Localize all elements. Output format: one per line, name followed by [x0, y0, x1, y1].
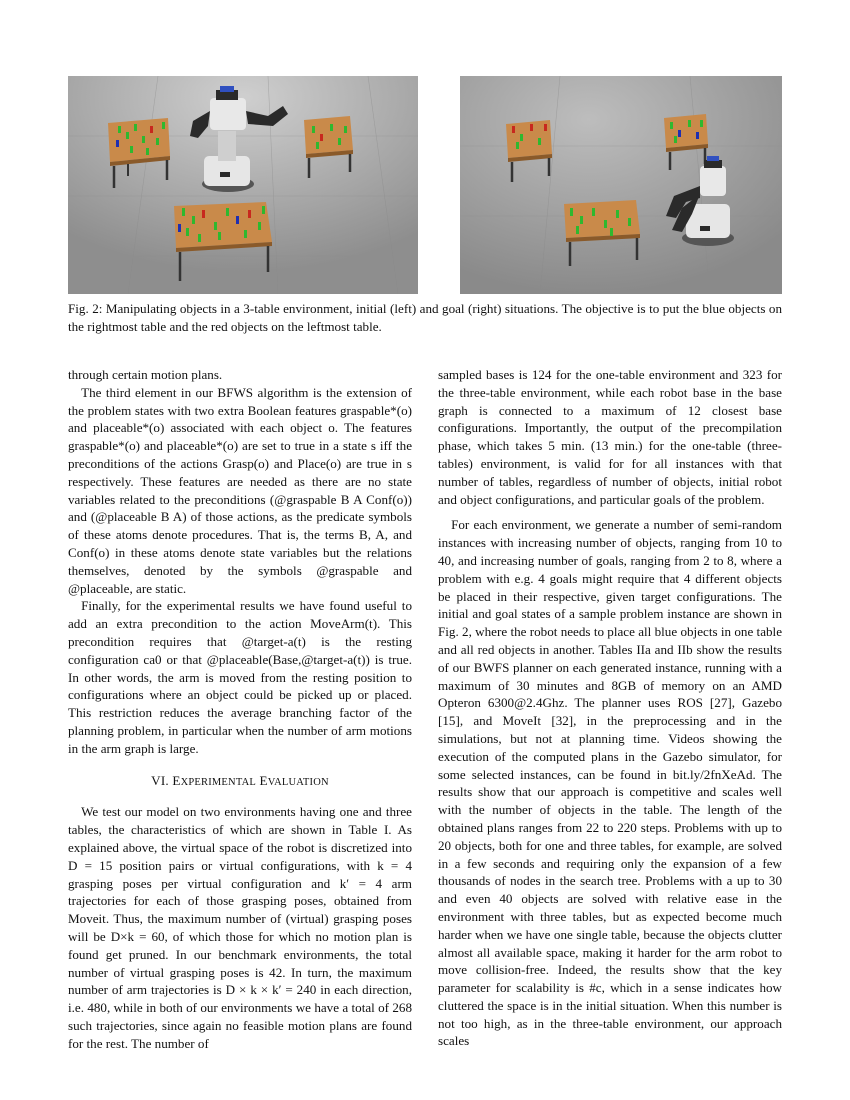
- figure-2: [68, 76, 782, 294]
- paragraph: The third element in our BFWS algorithm is the extension of the problem states with two extra Boolean features graspable*(o) and placeable*(o) associated with each object o. The features graspable*(o) and placeable*(o) are set to true in a state s iff the preconditions of the actions Grasp(o) and Place(o) are true in s respectively. These features are needed as there are no state variables related to the preconditions (@graspable B A Conf(o)) and (@placeable B A) of those actions, as the predicate symbols of these atoms denote procedures. That is, the terms B, A, and Conf(o) in these atoms denote state variables but the relations themselves, denoted by the symbols @graspable and @placeable, are static.: [68, 384, 412, 596]
- left-column: [68, 366, 412, 1052]
- paragraph: We test our model on two environments having one and three tables, the characteristics of which are shown in Table I. As explained above, the virtual space of the robot is discretized into D = 15 position pairs or virtual configurations, with k = 4 grasping poses per virtual configuration and k′ = 4 arm trajectories for each of those grasping poses, obtained from Moveit. Thus, the maximum number of (virtual) grasping poses will be D×k = 60, of which those for which no motion plan is found get pruned. In our benchmark environments, the total number of virtual grasping poses is 42. In turn, the maximum number of arm trajectories is D × k × k′ = 240 in each direction, i.e. 480, while in both of our environments we have a total of 268 such trajectories, since again no feasible motion plans are found for the rest. The number of: [68, 804, 412, 1051]
- figure-caption: Fig. 2: Manipulating objects in a 3-table environment, initial (left) and goal (right) situations. The objective is to put the blue objects on the rightmost table and the red objects on the leftmost table.: [68, 301, 782, 334]
- paragraph: through certain motion plans.: [68, 367, 223, 382]
- paragraph: Finally, for the experimental results we have found useful to add an extra precondition to the action MoveArm(t). This precondition requires that @target-a(t) is the resting configuration ca0 or that @placeable(Base,@target-a(t)) is true. In other words, the arm is moved from the resting position to configurations where an object could be picked up or placed. This restriction reduces the average branching factor of the planning problem, in particular when the number of arm motions in the arm graph is large.: [68, 598, 412, 756]
- right-scene-image: [460, 76, 782, 294]
- figure-left-panel: [68, 76, 418, 294]
- section-number: VI.: [151, 772, 169, 788]
- left-scene-image: [68, 76, 418, 294]
- section-heading: VI. EXPERIMENTAL EVALUATION: [151, 772, 329, 788]
- right-column: [438, 366, 782, 1050]
- paragraph: sampled bases is 124 for the one-table environment and 323 for the three-table environment, while each robot base in the base graph is connected to a maximum of 12 closest base configurations. Importantly, the output of the precompilation phase, which takes 5 min. (13 min.) for the one-table (three-tables) environment, is valid for for all instances with that number of tables, regardless of number of objects, initial robot and object configurations, and particular goals of the problem.: [438, 367, 782, 507]
- figure-right-panel: [460, 76, 782, 294]
- paragraph: For each environment, we generate a number of semi-random instances with increasing number of objects, ranging from 10 to 40, and increasing number of goals, ranging from 2 to 8, where a problem with e.g. 4 goals might require that 4 different objects be placed in their respective, given target configurations. The initial and goal states of a sample problem instance are shown in Fig. 2, where the robot needs to place all blue objects in one table and all red objects in another. Tables IIa and IIb show the results of our BWFS planner on each generated instance, running with a maximum of 30 minutes and 8GB of memory on an AMD Opteron 6300@2.4Ghz. The planner uses ROS [27], Gazebo [15], and MoveIt [32], in the preprocessing and in the simulations, but not at planning time. Videos showing the execution of the computed plans in the Gazebo simulator, for some selected instances, can be found in bit.ly/2fnXeAd. The results show that our approach is competitive and scales well with the number of objects in the table. The length of the obtained plans ranges from 22 to 220 steps. Problems with up to 20 objects, both for one and three tables, for example, are solved in a few seconds and requiring only the expansion of a few thousands of nodes in the search tree. Problems with a up to 30 and even 40 objects are solved with relative ease in the environment with three tables, but as expected become much harder when we have one single table, because the objects clutter almost all available space, making it harder for the arm robot to move collision-free. Indeed, the results show that the key parameter for scalability is #c, which in a sense indicates how cluttered the space is in the initial situation. When this number is not too high, as in the three-table environment, our approach scales: [438, 517, 782, 1049]
